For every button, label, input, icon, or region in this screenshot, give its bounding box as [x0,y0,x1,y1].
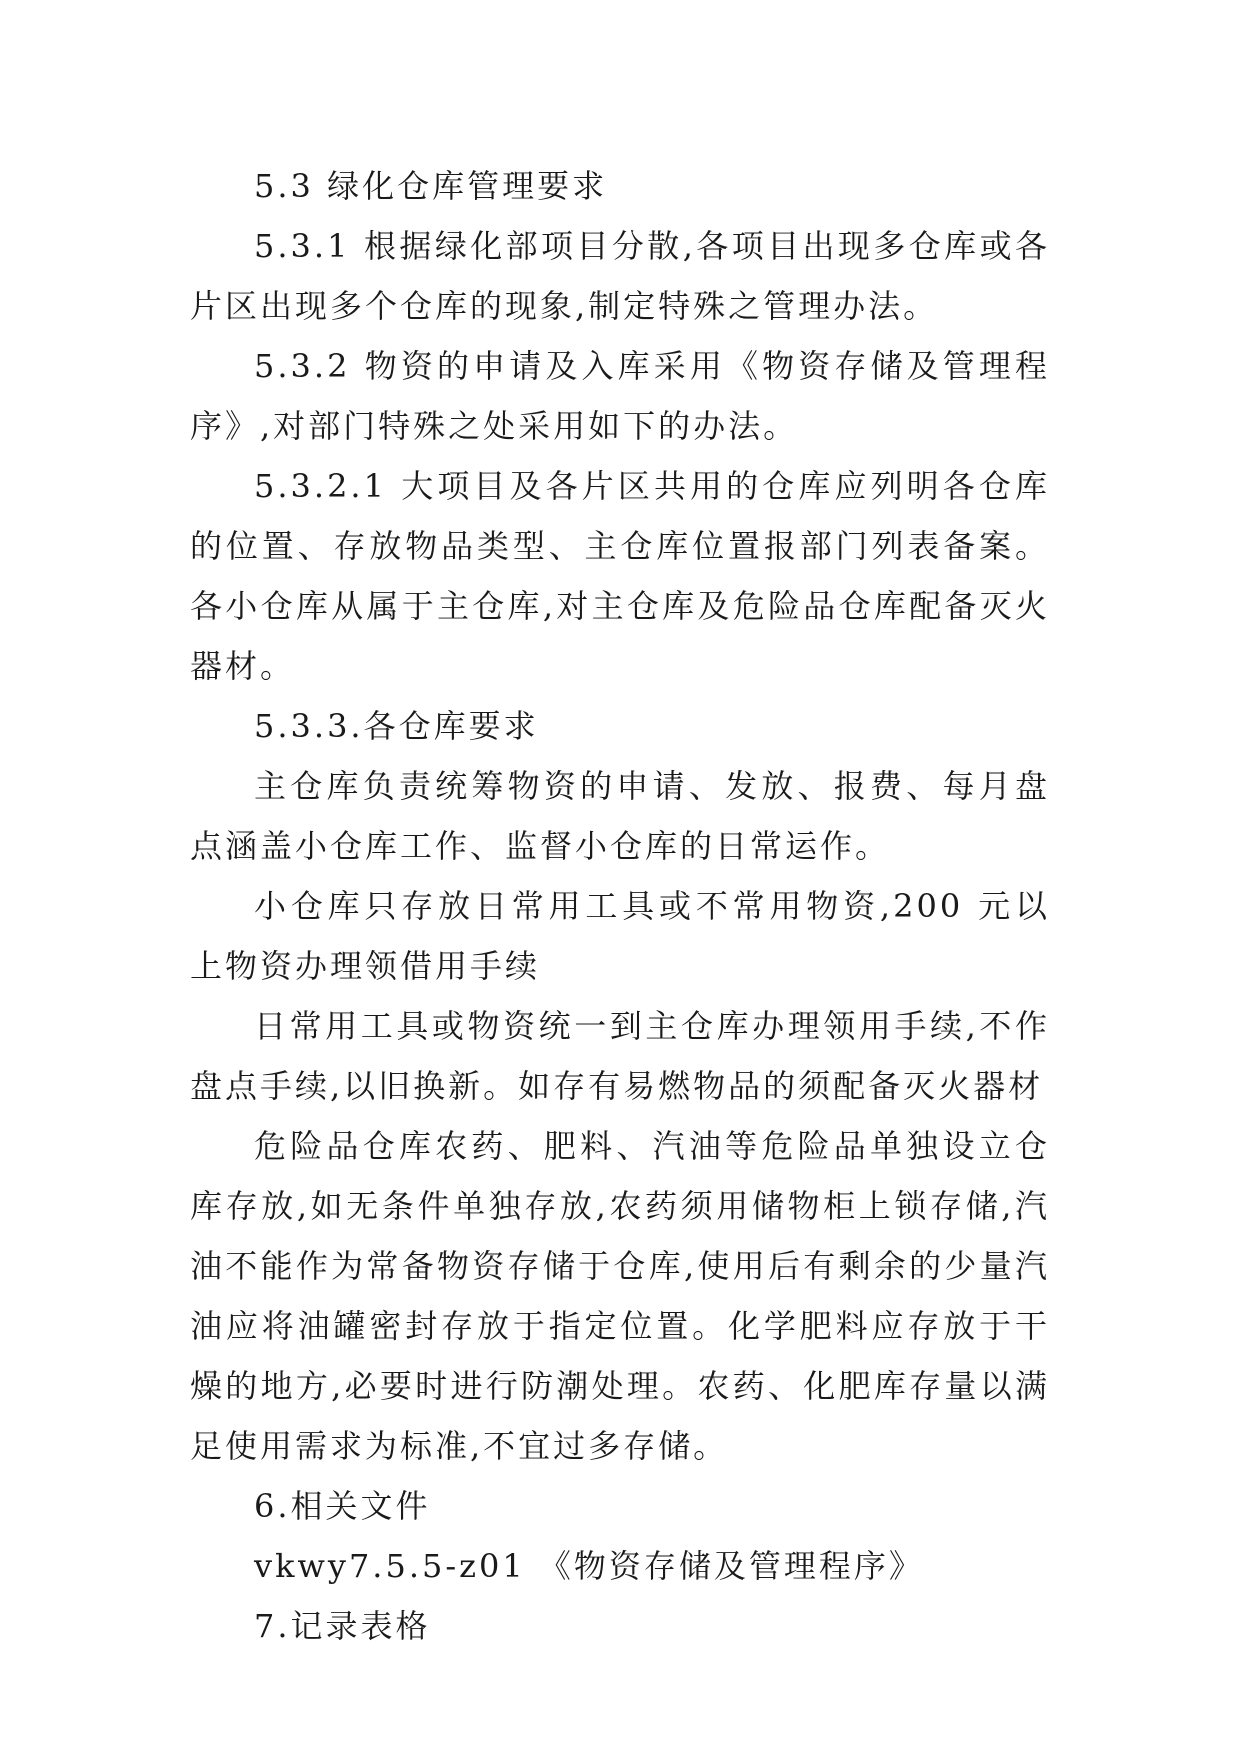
paragraph-5-3-2: 5.3.2 物资的申请及入库采用《物资存储及管理程序》,对部门特殊之处采用如下的办法。 [190,347,1050,445]
paragraph-main-warehouse: 主仓库负责统筹物资的申请、发放、报费、每月盘点涵盖小仓库工作、监督小仓库的日常运作。 [190,767,1050,865]
paragraph-hazardous-warehouse: 危险品仓库农药、肥料、汽油等危险品单独设立仓库存放,如无条件单独存放,农药须用储物柜上锁存储,汽油不能作为常备物资存储于仓库,使用后有剩余的少量汽油应将油罐密封存放于指定位置。化学肥料应存放于干燥的地方,必要时进行防潮处理。农药、化肥库存量以满足使用需求为标准,不宜过多存储。 [190,1127,1050,1465]
section-5-3-title: 5.3 绿化仓库管理要求 [254,167,608,205]
section-7-title: 7.记录表格 [254,1607,431,1645]
section-6-title: 6.相关文件 [254,1487,431,1525]
related-document-reference: vkwy7.5.5-z01 《物资存储及管理程序》 [254,1547,924,1585]
section-5-3-3-title: 5.3.3.各仓库要求 [254,707,539,745]
document-body [190,156,1050,1656]
paragraph-5-3-1: 5.3.1 根据绿化部项目分散,各项目出现多仓库或各片区出现多个仓库的现象,制定特殊之管理办法。 [190,227,1050,325]
paragraph-daily-tools: 日常用工具或物资统一到主仓库办理领用手续,不作盘点手续,以旧换新。如存有易燃物品的须配备灭火器材 [190,1007,1050,1105]
paragraph-small-warehouse: 小仓库只存放日常用工具或不常用物资,200 元以上物资办理领借用手续 [190,887,1050,985]
paragraph-5-3-2-1: 5.3.2.1 大项目及各片区共用的仓库应列明各仓库的位置、存放物品类型、主仓库位置报部门列表备案。各小仓库从属于主仓库,对主仓库及危险品仓库配备灭火器材。 [190,467,1050,685]
